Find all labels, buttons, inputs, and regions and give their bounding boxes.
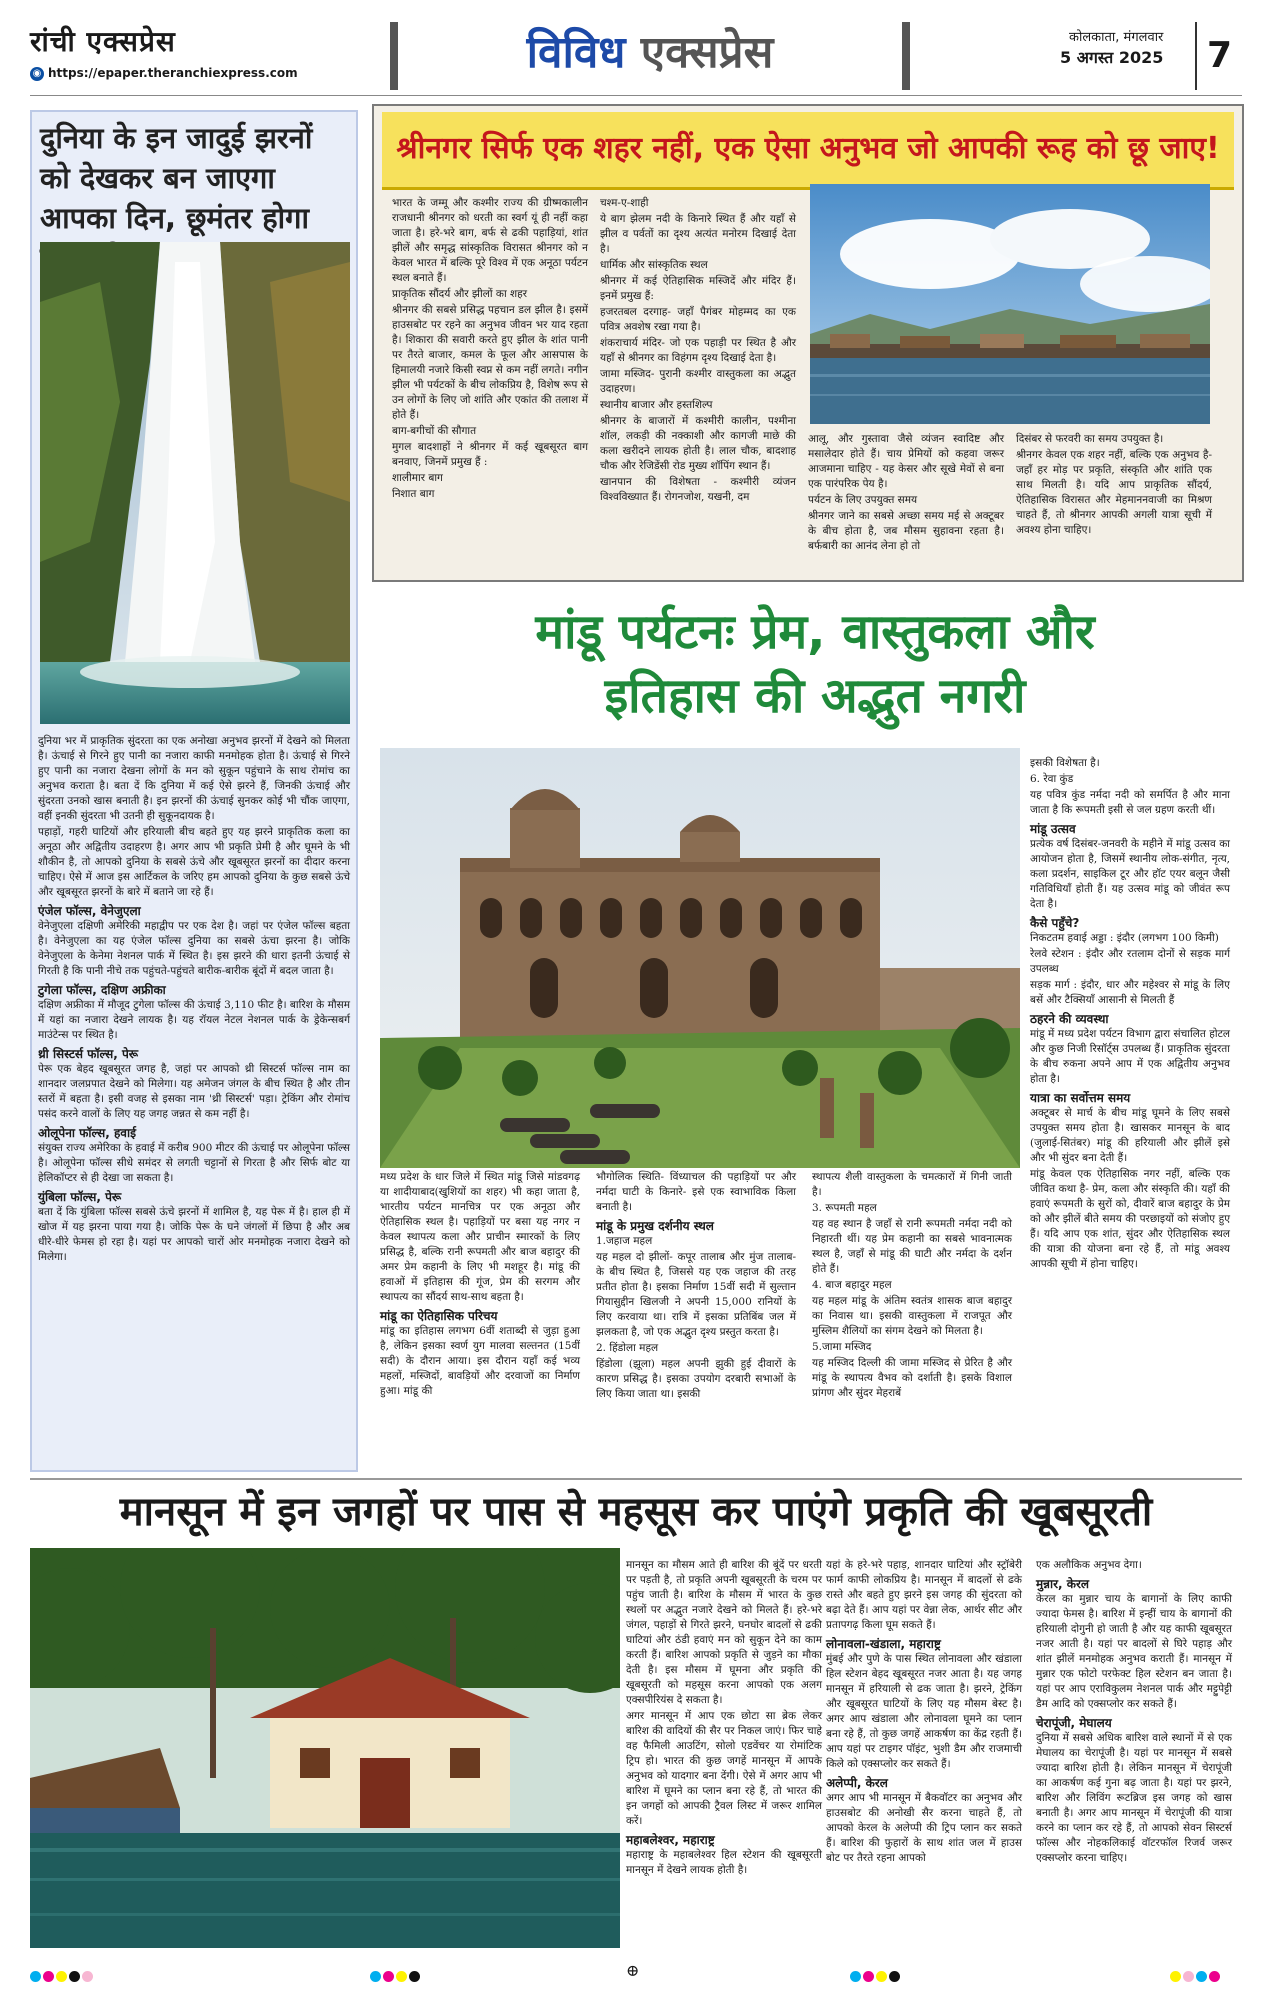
column-paragraph: स्थापत्य शैली वास्तुकला के चमत्कारों में गिनी जाती है। [812,1171,1012,1198]
section-title [398,22,902,84]
column-paragraph: मांडू का इतिहास लगभग 6वीं शताब्दी से जुड़ा हुआ है, लेकिन इसका स्वर्ण युग मालवा सल्तनत (15वीं सदी) के दौरान आया। इस दौरान यहाँ कई भव्य महलों, मस्जिदों, बावड़ियों और दरवाजों का निर्माण हुआ। मांडू की [380,1325,580,1397]
column-paragraph: महाराष्ट्र के महाबलेश्वर हिल स्टेशन की खूबसूरती मानसून में देखने लायक होती है। [626,1849,822,1876]
waterfalls-body [38,734,350,1266]
column-subhead: चेरापूंजी, मेघालय [1036,1716,1112,1730]
dal-lake-photo [810,184,1210,424]
column-subhead: मुन्नार, केरल [1036,1577,1090,1591]
mandu-headline [380,600,1250,728]
black-dot [889,1971,900,1982]
waterfall-photo [40,242,350,724]
column-paragraph: 2. हिंडोला महल [596,1342,659,1354]
magenta-dot [383,1971,394,1982]
yellow-dot [876,1971,887,1982]
column-subhead: मांडू के प्रमुख दर्शनीय स्थल [596,1219,714,1233]
srinagar-column-1 [392,196,588,503]
column-paragraph: यह वह स्थान है जहाँ से रानी रूपमती नर्मदा नदी को निहारती थीं। यह प्रेम कहानी का सबसे भावनात्मक स्थल है, जहाँ से मांडू की घाटी और नर्मदा के दर्शन होते हैं। [812,1218,1012,1275]
dateline [1060,28,1163,68]
srinagar-para: चश्म-ए-शाही [600,197,649,209]
column-paragraph: प्रत्येक वर्ष दिसंबर-जनवरी के महीने में मांडू उत्सव का आयोजन होता है, जिसमें स्थानीय लोक-संगीत, नृत्य, कला प्रदर्शन, साइकिल टूर और हॉट एयर बलून जैसी गतिविधियाँ होती हैं। यह उत्सव मांडू को जीवंत रूप देता है। [1030,838,1230,910]
column-paragraph: रेलवे स्टेशन : इंदौर और रतलाम दोनों से सड़क मार्ग उपलब्ध [1030,948,1230,975]
column-paragraph: 6. रेवा कुंड [1030,773,1074,785]
black-dot [409,1971,420,1982]
column-paragraph: केरल का मुन्नार चाय के बागानों के लिए काफी ज्यादा फेमस है। बारिश में इन्हीं चाय के बागानों की हरियाली दोगुनी हो जाती है और यह काफी खूबसूरत नजर आती है। यहां पर बादलों से घिरे पहाड़ और शांत झीलें मनमोहक अनुभव कराती हैं। मानसून में मुन्नार एक फोटो परफेक्ट हिल स्टेशन बन जाता है। यहां पर आप एराविकुलम नेशनल पार्क और मट्टुपेट्टी डैम आदि को एक्सप्लोर कर सकते हैं। [1036,1593,1232,1710]
subhead-three-sisters: थ्री सिस्टर्स फॉल्स, पेरू [38,1047,139,1061]
monsoon-rule [30,1478,1242,1480]
column-paragraph: यह महल मांडू के अंतिम स्वतंत्र शासक बाज बहादुर का निवास था। इसकी वास्तुकला में राजपूत और मुस्लिम शैलियों का संगम देखने को मिलता है। [812,1295,1012,1337]
waterfalls-intro-1: दुनिया भर में प्राकृतिक सुंदरता का एक अनोखा अनुभव झरनों में देखने को मिलता है। ऊंचाई से गिरने हुए पानी का नजारा काफी मनमोहक होता है। ऊंचाई से गिरने हुए पानी का नजारा देखना लोगों के मन को सुकून पहुंचाने के साथ रोमांच का अनुभव कराता है। बता दें कि दुनिया में कई ऐसे झरने हैं, जिनकी ऊंचाई और सुंदरता उनको खास बनाती है। इन झरनों की ऊंचाई सुनकर कोई भी चौंक जाएगा, वहीं इनकी सुंदरता भी उतनी ही सुकूनदायक है। [38,735,350,822]
monsoon-column-1 [626,1558,822,1879]
column-paragraph: यह महल दो झीलों- कपूर तालाब और मुंज तालाब- के बीच स्थित है, जिससे यह एक जहाज की तरह प्रतीत होता है। इसका निर्माण 15वीं सदी में सुल्तान गियासुद्दीन खिलजी ने अपनी 15,000 रानियों के लिए करवाया था। रात्रि में इसका प्रतिबिंब जल में झलकता है, जो एक अद्भुत दृश्य प्रस्तुत करता है। [596,1251,796,1338]
magenta-dot [863,1971,874,1982]
column-subhead: ठहरने की व्यवस्था [1030,1012,1109,1026]
srinagar-para: खानपान की विशेषता - कश्मीरी व्यंजन विश्वविख्यात हैं। रोगनजोश, यखनी, दम [600,476,796,503]
column-subhead: महाबलेश्वर, महाराष्ट्र [626,1833,715,1847]
column-paragraph: अगर आप भी मानसून में बैकवॉटर का अनुभव और हाउसबोट की अनोखी सैर करना चाहते हैं, तो आपको केरल के अलेप्पी की ट्रिप प्लान कर सकते हैं। बारिश की फुहारों के साथ शांत जल में हाउस बोट पर तैरते रहना आपको [826,1792,1022,1864]
srinagar-para: शालीमार बाग [392,472,443,484]
kerala-backwater-photo [30,1548,620,1948]
globe-icon: ◉ [30,67,44,81]
section-title-box [390,22,910,90]
text-angel-falls: वेनेजुएला दक्षिणी अमेरिकी महाद्वीप पर एक देश है। जहां पर एंजेल फॉल्स बहता है। वेनेजुएला का यह एंजेल फॉल्स दुनिया का सबसे ऊंचा झरना है। जोकि वेनेजुएला के केनेमा नेशनल पार्क में स्थित है। इस झरने की धारा इतनी ऊंचाई से गिरती है कि पानी नीचे तक पहुंचते-पहुंचते बारीक-बारीक बूंदों में बदल जाता है। [38,920,350,977]
srinagar-para: प्राकृतिक सौंदर्य और झीलों का शहर [392,288,528,300]
column-subhead: मांडू का ऐतिहासिक परिचय [380,1309,498,1323]
section-title-b: एक्सप्रेस [640,27,774,78]
registration-dots-far-right [1170,1966,1222,1985]
srinagar-para: पर्यटन के लिए उपयुक्त समय [808,494,918,506]
column-paragraph: दुनिया में सबसे अधिक बारिश वाले स्थानों में से एक मेघालय का चेरापूंजी है। यहां पर मानसून में सबसे ज्यादा बारिश होती है। लेकिन मानसून में चेरापूंजी का आकर्षण कई गुना बढ़ जाता है। यहां पर झरने, बारिश और लिविंग रूटब्रिज इस जगह को खास बनाती है। अगर आप मानसून में चेरापूंजी की यात्रा करने का प्लान कर रहे हैं, तो आपको सेवन सिस्टर्स फॉल्स और नोहकलिकाई वॉटरफॉल रिजर्व जरूर एक्सप्लोर करना चाहिए। [1036,1732,1232,1864]
column-paragraph: 1.जहाज महल [596,1235,653,1247]
srinagar-para: श्रीनगर केवल एक शहर नहीं, बल्कि एक अनुभव है- जहाँ हर मोड़ पर प्रकृति, संस्कृति और शांति एक साथ मिलती है। यदि आप प्राकृतिक सौंदर्य, ऐतिहासिक विरासत और मेहमाननवाजी का मिश्रण चाहते हैं, तो श्रीनगर आपकी अगली यात्रा सूची में अवश्य होना चाहिए। [1016,449,1212,536]
waterfalls-headline: दुनिया के इन जादुई झरनों को देखकर बन जाएगा आपका दिन, छूमंतर होगा [40,121,313,235]
column-paragraph: निकटतम हवाई अड्डा : इंदौर (लगभग 100 किमी) [1030,932,1219,944]
text-tugela-falls: दक्षिण अफ्रीका में मौजूद टुगेला फॉल्स की ऊंचाई 3,110 फीट है। बारिश के मौसम में यहां का नजारा देखने लायक है। यह रॉयल नेटल नेशनल पार्क के ड्रेकेन्सबर्ग माउंटेन्स पर स्थित है। [38,999,350,1041]
pink-dot [1183,1971,1194,1982]
text-three-sisters: पेरू एक बेहद खूबसूरत जगह है, जहां पर आपको थ्री सिस्टर्स फॉल्स नाम का शानदार जलप्रपात देखने को मिलेगा। यह अमेजन जंगल के बीच स्थित है और तीन स्तरों में बहता है। इसी वजह से इसका नाम 'थ्री सिस्टर्स' पड़ा। ट्रेकिंग और रोमांच पसंद करने वालों के लिए यह जगह जन्नत से कम नहीं है। [38,1063,350,1120]
srinagar-para: ये बाग झेलम नदी के किनारे स्थित हैं और यहाँ से झील व पर्वतों का दृश्य अत्यंत मनोरम दिखाई देता है। [600,213,796,255]
column-paragraph: अक्टूबर से मार्च के बीच मांडू घूमने के लिए सबसे उपयुक्त समय होता है। खासकर मानसून के बाद (जुलाई-सितंबर) मांडू की हरियाली और झीलें इसे और भी सुंदर बना देती हैं। [1030,1107,1230,1164]
issue-date: 5 अगस्त 2025 [1060,48,1164,67]
srinagar-headline-bar [382,112,1234,190]
pink-dot [82,1971,93,1982]
srinagar-column-3 [808,432,1004,555]
section-title-a: विविध [526,27,626,78]
waterfalls-intro-2: पहाड़ों, गहरी घाटियों और हरियाली बीच बहते हुए यह झरने प्राकृतिक कला का अनूठा और अद्वितीय उदाहरण है। अगर आप भी प्रकृति प्रेमी है और घूमने के भी शौकीन है, तो आपको दुनिया के सबसे ऊंचे और खूबसूरत झरनों का दीदार करना चाहिए। ऐसे में आज इस आर्टिकल के जरिए हम आपको दुनिया के कुछ सबसे ऊंचे और खूबसूरत झरनों के बारे में बताने जा रहे हैं। [38,826,350,898]
subhead-olupena-falls: ओलूपेना फॉल्स, हवाई [38,1126,136,1140]
srinagar-para: जामा मस्जिद- पुरानी कश्मीर वास्तुकला का अद्भुत उदाहरण। [600,368,796,395]
column-paragraph: 4. बाज बहादुर महल [812,1279,892,1291]
srinagar-para: भारत के जम्मू और कश्मीर राज्य की ग्रीष्मकालीन राजधानी श्रीनगर को धरती का स्वर्ग यूं ही नहीं कहा जाता है। हरे-भरे बाग, बर्फ से ढकी पहाड़ियां, शांत झीलें और समृद्ध सांस्कृतिक विरासत श्रीनगर को न केवल भारत में बल्कि पूरे विश्व में एक अनूठा पर्यटन स्थल बनाते हैं। [392,197,588,284]
srinagar-para: श्रीनगर की सबसे प्रसिद्ध पहचान डल झील है। इसमें हाउसबोट पर रहने का अनुभव जीवन भर याद रहता है। शिकारा की सवारी करते हुए झील के शांत पानी पर तैरते बाजार, कमल के फूल और आसपास के हिमालयी नजारे किसी स्वप्न से कम नहीं लगते। नगीन झील भी पर्यटकों के बीच लोकप्रिय है, विशेष रूप से उन लोगों के लिए जो शांति और एकांत की तलाश में होते हैं। [392,304,588,421]
monsoon-column-2 [826,1558,1022,1867]
cyan-dot [370,1971,381,1982]
yellow-dot [56,1971,67,1982]
column-paragraph: एक अलौकिक अनुभव देगा। [1036,1559,1142,1571]
mandu-side-column [1030,756,1230,1273]
mandu-column-3 [812,1170,1012,1402]
mandu-headline-line-1: मांडू पर्यटनः प्रेम, वास्तुकला और [535,604,1095,660]
srinagar-para: धार्मिक और सांस्कृतिक स्थल [600,259,708,271]
city-day: कोलकाता, मंगलवार [1069,30,1164,45]
column-paragraph: यह पवित्र कुंड नर्मदा नदी को समर्पित है और माना जाता है कि रूपमती इसी से जल ग्रहण करती थीं। [1030,789,1230,816]
epaper-link[interactable] [30,66,298,81]
crosshair-icon: ⊕ [626,1961,640,1980]
registration-dots-left [30,1966,95,1985]
column-paragraph: मानसून का मौसम आते ही बारिश की बूंदें पर धरती पर पड़ती है, तो प्रकृति अपनी खूबसूरती के चरम पर पहुंच जाती है। बारिश के मौसम में भारत के कुछ स्थलों पर अद्भुत नजारे देखने को मिलते हैं। हरे-भरे जंगल, पहाड़ों से गिरते झरने, घनघोर बादलों से ढकी घाटियां और ठंडी हवाएं मन को सुकून देने का काम करती हैं। बारिश आपको प्रकृति से जुड़ने का मौका देती है। इस मौसम में घूमना और प्रकृति की खूबसूरती को महसूस करना आपको एक अलग एक्सपीरियंस दे सकता है। [626,1559,822,1706]
cyan-dot [850,1971,861,1982]
column-paragraph: मांडू में मध्य प्रदेश पर्यटन विभाग द्वारा संचालित होटल और कुछ निजी रिसॉर्ट्स उपलब्ध हैं। प्राकृतिक सुंदरता के बीच रुकना अपने आप में एक अद्वितीय अनुभव होता है। [1030,1028,1230,1085]
column-subhead: लोनावला-खंडाला, महाराष्ट्र [826,1637,941,1651]
subhead-angel-falls: एंजेल फॉल्स, वेनेजुएला [38,904,141,918]
cyan-dot [30,1971,41,1982]
column-paragraph: अगर मानसून में आप एक छोटा सा ब्रेक लेकर बारिश की वादियों की सैर पर निकल जाएं। फिर चाहे वह फैमिली आउटिंग, सोलो एडवेंचर या रोमांटिक ट्रिप हो। भारत की कुछ जगहें मानसून में आपके अनुभव को यादगार बना देंगी। ऐसे में अगर आप भी बारिश में घूमने का प्लान बना रहे हैं, तो भारत की इन जगहों को आपकी ट्रैवल लिस्ट में जरूर शामिल करें। [626,1710,822,1827]
epaper-url: https://epaper.theranchiexpress.com [48,66,298,80]
jahaz-mahal-photo [380,748,1020,1168]
mandu-column-1 [380,1170,580,1400]
srinagar-para: आलू, और गुस्तावा जैसे व्यंजन स्वादिष्ट और मसालेदार होते हैं। चाय प्रेमियों को कहवा जरूर आजमाना चाहिए - यह केसर और सूखे मेवों से बना एक पारंपरिक पेय है। [808,433,1004,490]
column-paragraph: भौगोलिक स्थिति- विंध्याचल की पहाड़ियों पर और नर्मदा घाटी के किनारे- इसे एक स्वाभाविक किला बनाती है। [596,1171,796,1213]
column-subhead: यात्रा का सर्वोत्तम समय [1030,1091,1131,1105]
masthead [30,22,1242,92]
subhead-yumbilla-falls: युंबिला फॉल्स, पेरू [38,1190,122,1204]
subhead-tugela-falls: टुगेला फॉल्स, दक्षिण अफ्रीका [38,983,166,997]
srinagar-para: श्रीनगर में कई ऐतिहासिक मस्जिदें और मंदिर हैं। इनमें प्रमुख हैं: [600,275,796,302]
registration-dots-right [850,1966,902,1985]
yellow-dot [396,1971,407,1982]
srinagar-para: निशात बाग [392,488,435,500]
column-paragraph: यह मस्जिद दिल्ली की जामा मस्जिद से प्रेरित है और मांडू के स्थापत्य वैभव को दर्शाती है। इसके विशाल प्रांगण और सुंदर मेहराबें [812,1357,1012,1399]
black-dot [69,1971,80,1982]
column-paragraph: 3. रूपमती महल [812,1202,877,1214]
monsoon-column-3 [1036,1558,1232,1867]
srinagar-para: बाग-बगीचों की सौगात [392,425,477,437]
srinagar-para: स्थानीय बाजार और हस्तशिल्प [600,399,713,411]
text-yumbilla-falls: बता दें कि युंबिला फॉल्स सबसे ऊंचे झरनों में शामिल है, यह पेरू में है। हाल ही में खोज में यह झरना पाया गया है। जोकि पेरू के घने जंगलों में छिपा है और अब धीरे-धीरे फेमस हो रहा है। यहां पर आपको चारों ओर मनमोहक नजारा देखने को मिलेगा। [38,1206,350,1263]
srinagar-column-2 [600,196,796,506]
srinagar-headline: श्रीनगर सिर्फ एक शहर नहीं, एक ऐसा अनुभव जो आपकी रूह को छू जाए! [396,131,1220,166]
srinagar-para: श्रीनगर जाने का सबसे अच्छा समय मई से अक्टूबर के बीच होता है, जब मौसम सुहावना रहता है। बर्फबारी का आनंद लेना हो तो [808,510,1004,552]
srinagar-para: दिसंबर से फरवरी का समय उपयुक्त है। [1016,433,1164,445]
column-paragraph: हिंडोला (झूला) महल अपनी झुकी हुई दीवारों के कारण प्रसिद्ध है। इसका उपयोग दरबारी सभाओं के लिए किया जाता था। इसकी [596,1358,796,1400]
column-subhead: कैसे पहुँचे? [1030,916,1080,930]
column-paragraph: मांडू केवल एक ऐतिहासिक नगर नहीं, बल्कि एक जीवित कथा है- प्रेम, कला और संस्कृति की। यहाँ की हवाएं रूपमती के सुरों को, दीवारें बाज बहादुर के प्रेम को और झीलें बीते समय की परछाइयों को संजोए हुए हैं। यदि आप एक शांत, सुंदर और ऐतिहासिक स्थल की यात्रा की योजना बना रहे हैं, तो मांडू अवश्य आपकी सूची में होना चाहिए। [1030,1168,1230,1270]
mandu-column-2 [596,1170,796,1403]
column-subhead: मांडू उत्सव [1030,822,1076,836]
column-subhead: अलेप्पी, केरल [826,1776,888,1790]
newspaper-brand: रांची एक्सप्रेस [30,25,176,58]
yellow-dot [1170,1971,1181,1982]
text-olupena-falls: संयुक्त राज्य अमेरिका के हवाई में करीब 900 मीटर की ऊंचाई पर ओलूपेना फॉल्स है। ओलूपेना फॉल्स सीधे समंदर से लगती चट्टानों से गिरता है और सिर्फ बोट या हेलिकॉप्टर से ही देखा जा सकता है। [38,1142,350,1184]
srinagar-para: शंकराचार्य मंदिर- जो एक पहाड़ी पर स्थित है और यहाँ से श्रीनगर का विहंगम दृश्य दिखाई देता है। [600,337,796,364]
mandu-headline-line-2: इतिहास की अद्भुत नगरी [604,668,1026,724]
cyan-dot [1196,1971,1207,1982]
column-paragraph: सड़क मार्ग : इंदौर, धार और महेश्वर से मांडू के लिए बसें और टैक्सियाँ आसानी से मिलती हैं [1030,979,1230,1006]
srinagar-para: हजरतबल दरगाह- जहाँ पैगंबर मोहम्मद का एक पवित्र अवशेष रखा गया है। [600,306,796,333]
magenta-dot [1209,1971,1220,1982]
column-paragraph: 5.जामा मस्जिद [812,1341,872,1353]
column-paragraph: इसकी विशेषता है। [1030,757,1100,769]
masthead-rule [30,95,1242,96]
srinagar-column-4 [1016,432,1212,539]
page-number: 7 [1195,22,1242,90]
registration-dots-mid [370,1966,422,1985]
monsoon-headline: मानसून में इन जगहों पर पास से महसूस कर पाएंगे प्रकृति की खूबसूरती [119,1489,1153,1535]
magenta-dot [43,1971,54,1982]
color-registration-strip [30,1962,1242,1982]
srinagar-para: श्रीनगर के बाजारों में कश्मीरी कालीन, पश्मीना शॉल, लकड़ी की नक्काशी और कागजी माछे की कला खरीदने लायक होती है। लाल चौक, बादशाह चौक और रेजिडेंसी रोड मुख्य शॉपिंग स्थान हैं। [600,415,796,472]
srinagar-para: मुगल बादशाहों ने श्रीनगर में कई खूबसूरत बाग बनवाए, जिनमें प्रमुख हैं : [392,441,588,468]
column-paragraph: मुंबई और पुणे के पास स्थित लोनावला और खंडाला हिल स्टेशन बेहद खूबसूरत नजर आता है। यह जगह मानसून में हरियाली से ढक जाता है। झरने, ट्रेकिंग और खूबसूरत घाटियों के लिए यह मौसम बेस्ट है। अगर आप खंडाला और लोनावला घूमने का प्लान बना रहे हैं, तो कुछ जगहें आकर्षण का केंद्र रहती हैं। आप यहां पर टाइगर पॉइंट, भुशी डैम और राजमाची किले को एक्सप्लोर कर सकते हैं। [826,1653,1022,1770]
column-paragraph: यहां के हरे-भरे पहाड़, शानदार घाटियां और स्ट्रॉबेरी फार्म काफी लोकप्रिय है। मानसून में बादलों से ढके रास्ते और बहते हुए झरने इस जगह की सुंदरता को बढ़ा देते हैं। आप यहां पर वेन्ना लेक, आर्थर सीट और प्रतापगढ़ किला घूम सकते हैं। [826,1559,1022,1631]
column-paragraph: मध्य प्रदेश के धार जिले में स्थित मांडू जिसे मांडवगढ़ या शादीयाबाद(खुशियों का शहर) भी कहा जाता है, भारतीय पर्यटन मानचित्र पर एक अनूठा और ऐतिहासिक स्थल है। पहाड़ियों पर बसा यह नगर न केवल स्थापत्य कला और प्राचीन स्मारकों के लिए प्रसिद्ध है, बल्कि रानी रूपमती और बाज बहादुर की अमर प्रेम कहानी के लिए भी मशहूर है। मांडू की हवाओं में इतिहास की गूंज, प्रेम की सरगम और स्थापत्य का सौंदर्य साथ-साथ बहता है। [380,1171,580,1303]
